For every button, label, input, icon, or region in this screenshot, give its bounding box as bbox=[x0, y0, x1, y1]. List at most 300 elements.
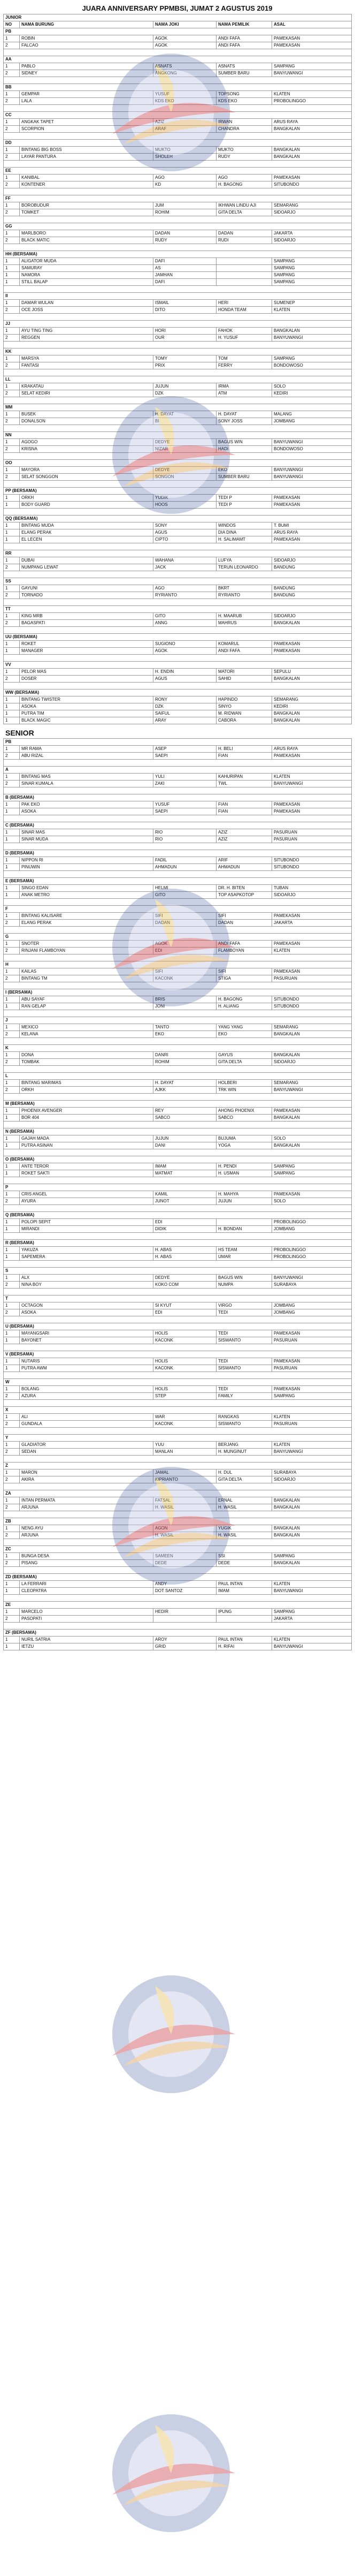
rank-cell: 1 bbox=[4, 808, 20, 815]
class-label-row bbox=[4, 84, 352, 91]
class-label-row bbox=[4, 767, 352, 774]
jockey-cell: DEDYE bbox=[153, 439, 217, 446]
owner-cell: BAGUS WIN bbox=[217, 1275, 272, 1282]
class-label: PB bbox=[4, 739, 352, 746]
class-label-row bbox=[4, 1268, 352, 1275]
bird-name-cell: EL LECEN bbox=[20, 536, 153, 543]
bird-name-cell: BINTANG MAS bbox=[20, 774, 153, 781]
rank-cell: 2 bbox=[4, 390, 20, 397]
jockey-cell: AGO bbox=[153, 175, 217, 181]
jockey-cell: PRIX bbox=[153, 362, 217, 369]
spacer-cell bbox=[4, 1010, 352, 1017]
table-row bbox=[4, 564, 352, 571]
spacer-cell bbox=[4, 1177, 352, 1184]
owner-cell: AZIZ bbox=[217, 836, 272, 843]
owner-cell: HADI bbox=[217, 446, 272, 453]
rank-cell: 2 bbox=[4, 975, 20, 982]
table-row bbox=[4, 585, 352, 592]
owner-cell: CHANDRA bbox=[217, 126, 272, 133]
class-label: RR bbox=[4, 550, 352, 557]
class-label: MM bbox=[4, 404, 352, 411]
bird-name-cell: ANGKAK TAPET bbox=[20, 119, 153, 126]
spacer-row bbox=[4, 314, 352, 321]
owner-cell: KOMARUL bbox=[217, 641, 272, 648]
jockey-cell: JUM bbox=[153, 202, 217, 209]
table-row bbox=[4, 857, 352, 864]
owner-cell: ASNATS bbox=[217, 63, 272, 70]
owner-cell: NUMPA bbox=[217, 1282, 272, 1289]
spacer-cell bbox=[4, 1623, 352, 1630]
owner-cell: IPUNG bbox=[217, 1609, 272, 1616]
jockey-cell: AJKK bbox=[153, 1087, 217, 1094]
class-label-row bbox=[4, 906, 352, 913]
origin-cell: SAMPANG bbox=[272, 272, 352, 279]
owner-cell: SABCO bbox=[217, 1115, 272, 1122]
owner-cell: FAHOK bbox=[217, 328, 272, 335]
origin-cell: ARUS RAYA bbox=[272, 529, 352, 536]
table-row bbox=[4, 300, 352, 307]
bird-name-cell: ORKH bbox=[20, 495, 153, 502]
results-sheet bbox=[3, 3, 351, 1650]
owner-cell: ANDI FAFA bbox=[217, 42, 272, 49]
owner-cell: H. WASIL bbox=[217, 1504, 272, 1511]
owner-cell: DIA DINA bbox=[217, 529, 272, 536]
spacer-row bbox=[4, 760, 352, 767]
bird-name-cell: PUTRA ASINAN bbox=[20, 1142, 153, 1149]
jockey-cell: AS bbox=[153, 265, 217, 272]
jockey-cell: ANGKONG bbox=[153, 70, 217, 77]
bird-name-cell: BAGASPATI bbox=[20, 620, 153, 627]
table-row bbox=[4, 522, 352, 529]
rank-cell: 1 bbox=[4, 1080, 20, 1087]
table-row bbox=[4, 1219, 352, 1226]
spacer-cell bbox=[4, 1428, 352, 1435]
bird-name-cell: BUSEK bbox=[20, 411, 153, 418]
table-row bbox=[4, 864, 352, 871]
jockey-cell: AGOK bbox=[153, 941, 217, 948]
spacer-row bbox=[4, 1400, 352, 1407]
owner-cell: H. MAARUB bbox=[217, 613, 272, 620]
jockey-cell: BI bbox=[153, 418, 217, 425]
table-row bbox=[4, 703, 352, 710]
origin-cell: PASURUAN bbox=[272, 975, 352, 982]
owner-cell: PAUL INTAN bbox=[217, 1581, 272, 1588]
class-label-row bbox=[4, 878, 352, 885]
table-row bbox=[4, 1302, 352, 1309]
rank-cell: 1 bbox=[4, 91, 20, 98]
origin-cell: SAMPANG bbox=[272, 279, 352, 286]
rank-cell: 2 bbox=[4, 181, 20, 188]
owner-cell: FIAN bbox=[217, 753, 272, 760]
class-label-row bbox=[4, 112, 352, 119]
rank-cell: 2 bbox=[4, 1198, 20, 1205]
rank-cell: 1 bbox=[4, 1330, 20, 1337]
jockey-cell: TOMY bbox=[153, 355, 217, 362]
bird-name-cell: ELANG PERAK bbox=[20, 529, 153, 536]
rank-cell: 1 bbox=[4, 355, 20, 362]
jockey-cell: SONY bbox=[153, 522, 217, 529]
class-label-row bbox=[4, 794, 352, 801]
table-row bbox=[4, 1309, 352, 1316]
owner-cell: SINYO bbox=[217, 703, 272, 710]
spacer-row bbox=[4, 954, 352, 961]
jockey-cell: DADAN bbox=[153, 920, 217, 927]
rank-cell: 1 bbox=[4, 467, 20, 474]
owner-cell: FIAN bbox=[217, 801, 272, 808]
spacer-cell bbox=[4, 77, 352, 84]
spacer-row bbox=[4, 1316, 352, 1323]
owner-cell: H. USMAN bbox=[217, 1170, 272, 1177]
jockey-cell: H. ABAS bbox=[153, 1254, 217, 1261]
origin-cell: PROBOLINGGO bbox=[272, 98, 352, 105]
jockey-cell: H. DAYAT bbox=[153, 411, 217, 418]
spacer-row bbox=[4, 543, 352, 550]
rank-cell: 1 bbox=[4, 669, 20, 676]
column-header: NO bbox=[4, 21, 20, 28]
spacer-row bbox=[4, 1372, 352, 1379]
bird-name-cell: INTAN PERMATA bbox=[20, 1497, 153, 1504]
class-label-row bbox=[4, 1128, 352, 1135]
jockey-cell: HOOS bbox=[153, 502, 217, 509]
owner-cell: SIFI bbox=[217, 968, 272, 975]
table-row bbox=[4, 1449, 352, 1456]
rank-cell: 1 bbox=[4, 1442, 20, 1449]
origin-cell: BANGKALAN bbox=[272, 717, 352, 724]
owner-cell: LUFYA bbox=[217, 557, 272, 564]
class-label-row bbox=[4, 1073, 352, 1080]
spacer-cell bbox=[4, 216, 352, 223]
jockey-cell: ROHIM bbox=[153, 1059, 217, 1066]
jockey-cell: SIFI bbox=[153, 913, 217, 920]
rank-cell: 2 bbox=[4, 418, 20, 425]
spacer-row bbox=[4, 1595, 352, 1602]
class-label: M (BERSAMA) bbox=[4, 1101, 352, 1108]
owner-cell: HONDA TEAM bbox=[217, 307, 272, 314]
origin-cell: SIDOARJO bbox=[272, 1476, 352, 1483]
bird-name-cell: GEMPAR bbox=[20, 91, 153, 98]
jockey-cell: EDI bbox=[153, 1309, 217, 1316]
spacer-cell bbox=[4, 571, 352, 578]
jockey-cell: GRID bbox=[153, 1643, 217, 1650]
rank-cell: 1 bbox=[4, 1414, 20, 1421]
spacer-row bbox=[4, 481, 352, 488]
bird-name-cell: ELANG PERAK bbox=[20, 920, 153, 927]
spacer-cell bbox=[4, 760, 352, 767]
jockey-cell: HORI bbox=[153, 328, 217, 335]
class-label-row bbox=[4, 739, 352, 746]
rank-cell: 1 bbox=[4, 1643, 20, 1650]
jockey-cell: DADAN bbox=[153, 230, 217, 237]
class-label: OO bbox=[4, 460, 352, 467]
owner-cell: YOGA bbox=[217, 1142, 272, 1149]
origin-cell: SIDOARJO bbox=[272, 1059, 352, 1066]
origin-cell: PAMEKASAN bbox=[272, 641, 352, 648]
origin-cell: PASURUAN bbox=[272, 1337, 352, 1344]
owner-cell: M. RIDWAN bbox=[217, 710, 272, 717]
owner-cell: MUKTO bbox=[217, 147, 272, 154]
rank-cell: 1 bbox=[4, 1365, 20, 1372]
jockey-cell: H. DAYAT bbox=[153, 1080, 217, 1087]
spacer-cell bbox=[4, 787, 352, 794]
origin-cell: JOMBANG bbox=[272, 1309, 352, 1316]
table-row bbox=[4, 1414, 352, 1421]
bird-name-cell: ANTE TEROR bbox=[20, 1163, 153, 1170]
spacer-cell bbox=[4, 843, 352, 850]
rank-cell: 1 bbox=[4, 175, 20, 181]
class-label: L bbox=[4, 1073, 352, 1080]
jockey-cell: BRIS bbox=[153, 996, 217, 1003]
owner-cell: BAGUS WIN bbox=[217, 439, 272, 446]
rank-cell: 1 bbox=[4, 265, 20, 272]
origin-cell: SIDOARJO bbox=[272, 892, 352, 899]
spacer-cell bbox=[4, 397, 352, 404]
results-content bbox=[3, 14, 351, 1650]
table-row bbox=[4, 1643, 352, 1650]
class-label-row bbox=[4, 1101, 352, 1108]
class-label-row bbox=[4, 850, 352, 857]
origin-cell: BANGKALAN bbox=[272, 1031, 352, 1038]
origin-cell: PROBOLINGGO bbox=[272, 1247, 352, 1254]
origin-cell: JAKARTA bbox=[272, 920, 352, 927]
jockey-cell: DEDE bbox=[153, 1560, 217, 1567]
rank-cell: 1 bbox=[4, 1052, 20, 1059]
owner-cell: H. ALIANG bbox=[217, 1003, 272, 1010]
owner-cell: H. DAYAT bbox=[217, 411, 272, 418]
rank-cell: 1 bbox=[4, 1254, 20, 1261]
jockey-cell: SAMEEN bbox=[153, 1553, 217, 1560]
origin-cell: SEMARANG bbox=[272, 1080, 352, 1087]
table-row bbox=[4, 418, 352, 425]
rank-cell: 1 bbox=[4, 1581, 20, 1588]
spacer-row bbox=[4, 244, 352, 251]
table-row bbox=[4, 710, 352, 717]
origin-cell: SITUBONDO bbox=[272, 864, 352, 871]
class-label: PP (BERSAMA) bbox=[4, 488, 352, 495]
jockey-cell: DZK bbox=[153, 703, 217, 710]
owner-cell bbox=[217, 258, 272, 265]
jockey-cell: YUSUF bbox=[153, 91, 217, 98]
bird-name-cell: POLOPI SEPIT bbox=[20, 1219, 153, 1226]
jockey-cell: EDI bbox=[153, 1219, 217, 1226]
table-row bbox=[4, 1581, 352, 1588]
origin-cell: ARUS RAYA bbox=[272, 746, 352, 753]
table-row bbox=[4, 209, 352, 216]
table-row bbox=[4, 98, 352, 105]
owner-cell: H. BONDAN bbox=[217, 1226, 272, 1233]
origin-cell: PASURUAN bbox=[272, 1365, 352, 1372]
rank-cell: 2 bbox=[4, 592, 20, 599]
class-label-row bbox=[4, 606, 352, 613]
rank-cell: 1 bbox=[4, 119, 20, 126]
spacer-row bbox=[4, 1289, 352, 1295]
bird-name-cell: RINJANI FLAMBOYAN bbox=[20, 948, 153, 954]
bird-name-cell: NINA BOY bbox=[20, 1282, 153, 1289]
table-row bbox=[4, 613, 352, 620]
class-label: W bbox=[4, 1379, 352, 1386]
owner-cell: DADAN bbox=[217, 230, 272, 237]
owner-cell: GITA DELTA bbox=[217, 209, 272, 216]
bird-name-cell: PINUWIN bbox=[20, 864, 153, 871]
rank-cell: 1 bbox=[4, 383, 20, 390]
origin-cell: SAMPANG bbox=[272, 355, 352, 362]
owner-cell: TOP ASAPKOTOP bbox=[217, 892, 272, 899]
bird-name-cell: LAYAR PANTURA bbox=[20, 154, 153, 161]
bird-name-cell: LALA bbox=[20, 98, 153, 105]
spacer-cell bbox=[4, 543, 352, 550]
rank-cell: 1 bbox=[4, 411, 20, 418]
origin-cell: SOLO bbox=[272, 1135, 352, 1142]
owner-cell: KDS EKO bbox=[217, 98, 272, 105]
rank-cell: 1 bbox=[4, 1024, 20, 1031]
owner-cell: TOM bbox=[217, 355, 272, 362]
spacer-cell bbox=[4, 244, 352, 251]
owner-cell: SAHID bbox=[217, 676, 272, 683]
owner-cell: AZIZ bbox=[217, 829, 272, 836]
origin-cell: KLATEN bbox=[272, 774, 352, 781]
jockey-cell: RIO bbox=[153, 829, 217, 836]
spacer-cell bbox=[4, 954, 352, 961]
rank-cell: 2 bbox=[4, 1309, 20, 1316]
class-label: R (BERSAMA) bbox=[4, 1240, 352, 1247]
jockey-cell: KDS EKO bbox=[153, 98, 217, 105]
owner-cell: HAPINDO bbox=[217, 696, 272, 703]
jockey-cell: DIDIK bbox=[153, 1226, 217, 1233]
bird-name-cell: SNOTER bbox=[20, 941, 153, 948]
owner-cell: BKRT bbox=[217, 585, 272, 592]
jockey-cell: EKO bbox=[153, 1031, 217, 1038]
table-row bbox=[4, 35, 352, 42]
class-label-row bbox=[4, 195, 352, 202]
bird-name-cell: ALI bbox=[20, 1414, 153, 1421]
spacer-row bbox=[4, 216, 352, 223]
bird-name-cell: BINTANG MUDA bbox=[20, 522, 153, 529]
origin-cell: SAMPANG bbox=[272, 63, 352, 70]
bird-name-cell: BAYONET bbox=[20, 1337, 153, 1344]
jockey-cell: FATSAL bbox=[153, 1497, 217, 1504]
origin-cell: SAMPANG bbox=[272, 1170, 352, 1177]
owner-cell: TEDI bbox=[217, 1309, 272, 1316]
jockey-cell: AGOK bbox=[153, 42, 217, 49]
class-label: HH (BERSAMA) bbox=[4, 251, 352, 258]
rank-cell: 1 bbox=[4, 774, 20, 781]
bird-name-cell: SAMURAY bbox=[20, 265, 153, 272]
class-label-row bbox=[4, 961, 352, 968]
owner-cell: DEDE bbox=[217, 1560, 272, 1567]
bird-name-cell: BOLANG bbox=[20, 1386, 153, 1393]
jockey-cell: NIZAR bbox=[153, 446, 217, 453]
jockey-cell: DANRI bbox=[153, 1052, 217, 1059]
owner-cell: HOLBERI bbox=[217, 1080, 272, 1087]
rank-cell: 1 bbox=[4, 202, 20, 209]
jockey-cell: DZK bbox=[153, 390, 217, 397]
owner-cell: SUMBER BARU bbox=[217, 474, 272, 481]
spacer-cell bbox=[4, 1483, 352, 1490]
owner-cell: TEDI P bbox=[217, 495, 272, 502]
jockey-cell: ROHIM bbox=[153, 209, 217, 216]
table-row bbox=[4, 1504, 352, 1511]
class-label: B (BERSAMA) bbox=[4, 794, 352, 801]
table-row bbox=[4, 1024, 352, 1031]
table-row bbox=[4, 1525, 352, 1532]
origin-cell: SURABAYA bbox=[272, 1282, 352, 1289]
bird-name-cell: ABU SAYAF bbox=[20, 996, 153, 1003]
owner-cell: JUJUN bbox=[217, 1198, 272, 1205]
owner-cell: H. MAHYA bbox=[217, 1191, 272, 1198]
origin-cell: PAMEKASAN bbox=[272, 648, 352, 655]
spacer-row bbox=[4, 425, 352, 432]
section-heading: SENIOR bbox=[5, 729, 34, 737]
table-row bbox=[4, 474, 352, 481]
table-row bbox=[4, 258, 352, 265]
spacer-cell bbox=[4, 1511, 352, 1518]
spacer-row bbox=[4, 342, 352, 348]
class-label: LL bbox=[4, 376, 352, 383]
class-label: I (BERSAMA) bbox=[4, 989, 352, 996]
jockey-cell: KACONK bbox=[153, 975, 217, 982]
class-label-row bbox=[4, 488, 352, 495]
spacer-row bbox=[4, 1010, 352, 1017]
table-row bbox=[4, 1052, 352, 1059]
bird-name-cell: ARJUNA bbox=[20, 1504, 153, 1511]
class-label: Y bbox=[4, 1435, 352, 1442]
origin-cell: SAMPANG bbox=[272, 1609, 352, 1616]
class-label-row bbox=[4, 822, 352, 829]
origin-cell: SOLO bbox=[272, 383, 352, 390]
bird-name-cell: NIPPON RI bbox=[20, 857, 153, 864]
class-label: C (BERSAMA) bbox=[4, 822, 352, 829]
origin-cell: JAKARTA bbox=[272, 1616, 352, 1623]
spacer-row bbox=[4, 627, 352, 634]
origin-cell: BANGKALAN bbox=[272, 1142, 352, 1149]
class-label: TT bbox=[4, 606, 352, 613]
rank-cell: 1 bbox=[4, 885, 20, 892]
class-label: SS bbox=[4, 578, 352, 585]
bird-name-cell: PUTRA TIM bbox=[20, 710, 153, 717]
spacer-row bbox=[4, 1038, 352, 1045]
rank-cell: 1 bbox=[4, 641, 20, 648]
origin-cell: BANYUWANGI bbox=[272, 1275, 352, 1282]
jockey-cell: SONGON bbox=[153, 474, 217, 481]
class-label-row bbox=[4, 1212, 352, 1219]
table-row bbox=[4, 1553, 352, 1560]
jockey-cell: RIO bbox=[153, 836, 217, 843]
class-label: FF bbox=[4, 195, 352, 202]
rank-cell: 1 bbox=[4, 63, 20, 70]
origin-cell: JOMBANG bbox=[272, 1302, 352, 1309]
spacer-row bbox=[4, 927, 352, 934]
jockey-cell: HELMI bbox=[153, 885, 217, 892]
bird-name-cell: BINTANG TM bbox=[20, 975, 153, 982]
bird-name-cell: DOSER bbox=[20, 676, 153, 683]
table-row bbox=[4, 91, 352, 98]
rank-cell: 1 bbox=[4, 1386, 20, 1393]
spacer-row bbox=[4, 1539, 352, 1546]
table-row bbox=[4, 1282, 352, 1289]
bird-name-cell: MARSYA bbox=[20, 355, 153, 362]
class-label: K bbox=[4, 1045, 352, 1052]
spacer-cell bbox=[4, 1316, 352, 1323]
bird-name-cell: SCORPION bbox=[20, 126, 153, 133]
table-row bbox=[4, 1393, 352, 1400]
owner-cell: AHONG PHOENIX bbox=[217, 1108, 272, 1115]
class-label-row bbox=[4, 56, 352, 63]
origin-cell: PASURUAN bbox=[272, 1421, 352, 1428]
bird-name-cell: FALCAO bbox=[20, 42, 153, 49]
bird-name-cell: KAILAS bbox=[20, 968, 153, 975]
rank-cell: 1 bbox=[4, 968, 20, 975]
class-label-row bbox=[4, 1435, 352, 1442]
origin-cell: BANGKALAN bbox=[272, 676, 352, 683]
